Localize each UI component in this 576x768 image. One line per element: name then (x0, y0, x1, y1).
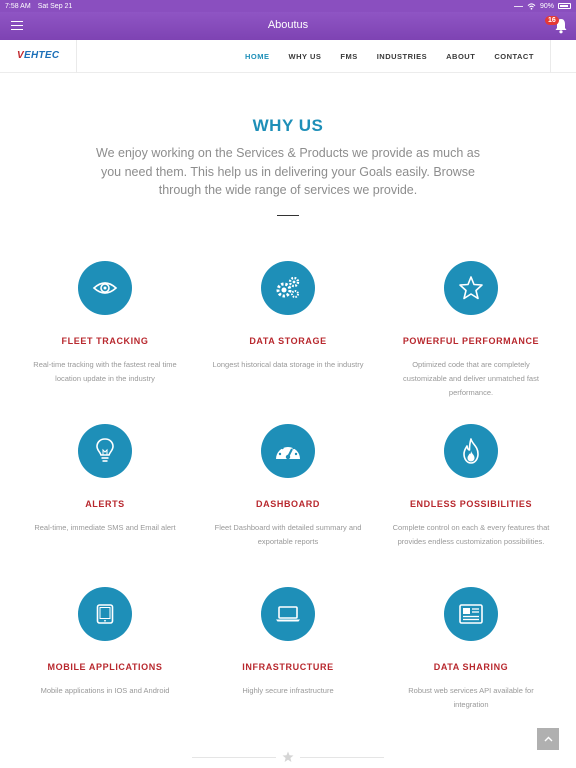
star-icon (282, 751, 294, 763)
feature-description: Real-time, immediate SMS and Email alert (34, 523, 176, 532)
feature-title: DATA STORAGE (249, 336, 327, 346)
nav-divider (76, 40, 77, 73)
nav-link-fms[interactable]: FMS (340, 52, 358, 61)
tablet-icon (95, 603, 115, 625)
feature-title: MOBILE APPLICATIONS (47, 662, 163, 672)
newspaper-icon (458, 603, 484, 625)
gauge-icon (274, 439, 302, 463)
notifications-button[interactable] (548, 17, 568, 34)
feature-title: POWERFUL PERFORMANCE (402, 336, 540, 346)
section-intro: We enjoy working on the Services & Products we provide as much as you need them. This help us in delivering your Goals easily. Browse through the wide range of services we provide. (96, 146, 480, 197)
nav-link-industries[interactable]: INDUSTRIES (376, 52, 428, 61)
feature-data-sharing (386, 587, 556, 712)
chevron-up-icon (544, 736, 553, 742)
vehtec-logo[interactable]: VEHTEC (17, 50, 60, 61)
feature-infrastructure (203, 587, 373, 698)
feature-title: INFRASTRUCTURE (242, 662, 334, 672)
scroll-to-top-button[interactable] (537, 728, 559, 750)
eye-icon (92, 275, 118, 301)
notification-badge: 16 (545, 16, 559, 25)
feature-icon-circle (261, 261, 315, 315)
feature-description: Complete control on each & every features that provides endless customization possibilities. (392, 523, 550, 546)
feature-icon-circle (261, 587, 315, 641)
nav-link-about[interactable]: ABOUT (446, 52, 476, 61)
section-title: WHY US (252, 116, 324, 135)
feature-description: Longest historical data storage in the industry (212, 360, 364, 369)
feature-description: Optimized code that are completely customizable and deliver unmatched fast performance. (403, 360, 539, 397)
feature-description: Fleet Dashboard with detailed summary and exportable reports (214, 523, 362, 546)
app-bar (0, 12, 576, 40)
feature-title: FLEET TRACKING (61, 336, 149, 346)
laptop-icon (274, 604, 302, 624)
feature-title: DATA SHARING (433, 662, 509, 672)
nav-link-contact[interactable]: CONTACT (494, 52, 534, 61)
nav-link-why-us[interactable]: WHY US (288, 52, 322, 61)
title-divider (277, 215, 299, 216)
feature-icon-circle (78, 261, 132, 315)
battery-icon (558, 3, 571, 9)
feature-description: Highly secure infrastructure (242, 686, 334, 695)
nav-link-home[interactable]: HOME (245, 52, 270, 61)
feature-icon-circle (444, 587, 498, 641)
feature-alerts (20, 424, 190, 535)
feature-icon-circle (261, 424, 315, 478)
feature-fleet-tracking (20, 261, 190, 386)
feature-icon-circle (444, 261, 498, 315)
flame-icon (460, 437, 482, 465)
status-bar (0, 0, 576, 12)
status-time: 7:58 AM (5, 2, 31, 10)
nav-links (245, 52, 534, 61)
feature-title: DASHBOARD (256, 499, 320, 509)
signal-icon (514, 6, 523, 7)
feature-icon-circle (78, 587, 132, 641)
feature-description: Robust web services API available for integration (408, 686, 534, 709)
nav-divider (550, 40, 551, 73)
feature-endless-possibilities (386, 424, 556, 549)
feature-powerful-performance (386, 261, 556, 400)
site-navbar (0, 40, 576, 73)
app-bar-title: Aboutus (267, 19, 309, 31)
feature-title: ENDLESS POSSIBILITIES (409, 499, 533, 509)
gears-icon (274, 275, 302, 301)
feature-data-storage (203, 261, 373, 372)
footer-divider (192, 757, 276, 758)
status-date: Sat Sep 21 (37, 2, 73, 10)
feature-dashboard (203, 424, 373, 549)
feature-description: Real-time tracking with the fastest real time location update in the industry (33, 360, 177, 383)
wifi-icon (527, 3, 536, 10)
feature-icon-circle (444, 424, 498, 478)
feature-title: ALERTS (85, 499, 125, 509)
feature-mobile-applications (20, 587, 190, 698)
footer-divider (300, 757, 384, 758)
battery-percent: 90% (539, 2, 554, 10)
lightbulb-icon (94, 437, 116, 465)
feature-icon-circle (78, 424, 132, 478)
feature-description: Mobile applications in IOS and Android (40, 686, 170, 695)
star-icon (458, 275, 484, 301)
